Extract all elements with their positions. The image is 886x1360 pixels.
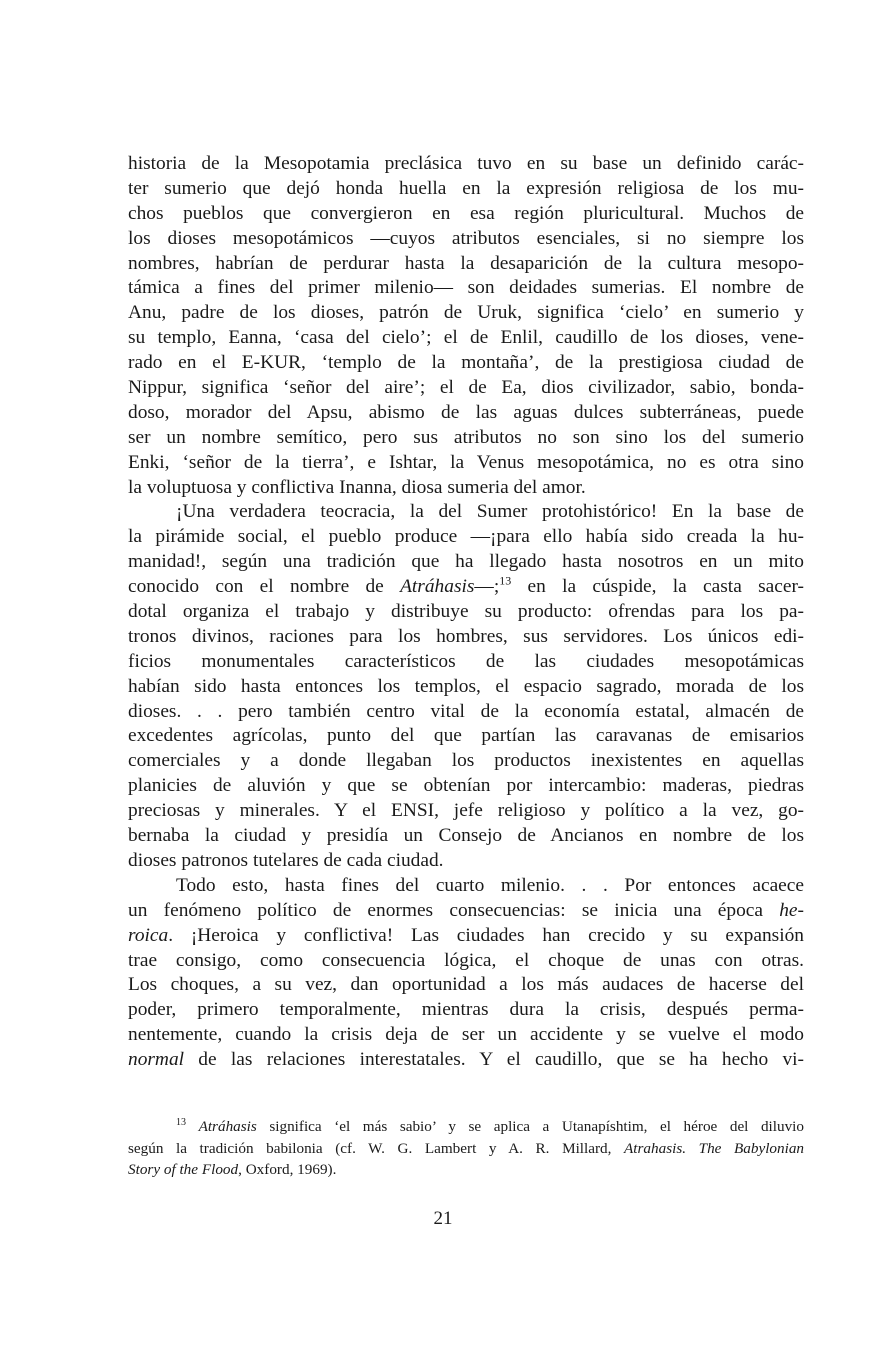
text-run: según la tradición babilonia (cf. W. G. Lambert y A. R. Millard, — [128, 1139, 625, 1157]
text-line: trae consigo, como consecuencia lógica, el choque de unas con otras. — [128, 949, 804, 971]
text-line: rado en el E-KUR, ‘templo de la montaña’, de la prestigiosa ciudad de — [128, 352, 804, 374]
text-line: nombres, habrían de perdurar hasta la desaparición de la cultura mesopo- — [128, 252, 804, 274]
text-line: la voluptuosa y conflictiva Inanna, diosa sumeria del amor. — [128, 476, 586, 498]
text-line: comerciales y a donde llegaban los productos inexistentes en aquellas — [128, 750, 804, 772]
text-line — [128, 899, 804, 924]
text-line: ser un nombre semítico, pero sus atributos no son sino los del sumerio — [128, 426, 804, 448]
text-line: dioses patronos tutelares de cada ciudad. — [128, 849, 444, 871]
title-italic: Atráhasis — [400, 576, 475, 598]
main-text — [128, 152, 804, 1073]
text-line: tronos divinos, raciones para los hombres, sus servidores. Los únicos edi- — [128, 625, 804, 647]
footnote-line — [128, 1116, 804, 1138]
text-line: preciosas y minerales. Y el ENSI, jefe religioso y político a la vez, go- — [128, 800, 804, 822]
text-line: ter sumerio que dejó honda huella en la expresión religiosa de los mu- — [128, 177, 804, 199]
text-line — [128, 1048, 804, 1073]
text-run: en la cúspide, la casta sacer- — [511, 576, 804, 598]
text-line: bernaba la ciudad y presidía un Consejo de Ancianos en nombre de los — [128, 825, 804, 847]
footnote-mark: 13 — [176, 1116, 186, 1128]
text-line: chos pueblos que convergieron en esa región pluricultural. Muchos de — [128, 202, 804, 224]
text-run: . ¡Heroica y conflictiva! Las ciudades han crecido y su expansión — [168, 924, 804, 946]
text-run: , Oxford, 1969). — [238, 1161, 337, 1178]
title-italic: Atrahasis. The Babylonian — [624, 1139, 804, 1157]
emphasis-italic: normal — [128, 1049, 185, 1071]
text-run: —; — [474, 576, 500, 598]
title-italic: Story of the Flood — [128, 1161, 239, 1178]
text-line — [128, 924, 804, 949]
text-run: un fenómeno político de enormes consecuencias: se inicia una época — [128, 899, 780, 921]
text-line: dotal organiza el trabajo y distribuye su producto: ofrendas para los pa- — [128, 601, 804, 623]
footnote-reference[interactable]: 13 — [499, 575, 512, 588]
text-line: ficios monumentales característicos de las ciudades mesopotámicas — [128, 650, 804, 672]
text-line: poder, primero temporalmente, mientras dura la crisis, después perma- — [128, 999, 804, 1021]
text-run: conocido con el nombre de — [128, 576, 401, 598]
text-line: Enki, ‘señor de la tierra’, e Ishtar, la Venus mesopotámica, no es otra sino — [128, 451, 804, 473]
text-line: planicies de aluvión y que se obtenían por intercambio: maderas, piedras — [128, 775, 804, 797]
text-line: manidad!, según una tradición que ha llegado hasta nosotros en un mito — [128, 551, 804, 573]
title-italic: Atráhasis — [198, 1118, 257, 1135]
text-line — [128, 575, 804, 600]
footnote-line — [128, 1138, 804, 1160]
footnote — [128, 1116, 804, 1181]
text-line: Los choques, a su vez, dan oportunidad a los más audaces de hacerse del — [128, 974, 804, 996]
text-line: habían sido hasta entonces los templos, el espacio sagrado, morada de los — [128, 675, 804, 697]
page-number: 21 — [433, 1208, 453, 1229]
text-line: historia de la Mesopotamia preclásica tuvo en su base un definido carác- — [128, 153, 804, 174]
text-line: nentemente, cuando la crisis deja de ser un accidente y se vuelve el modo — [128, 1024, 804, 1046]
text-line: los dioses mesopotámicos —cuyos atributos esenciales, si no siempre los — [128, 227, 804, 249]
emphasis-italic: he- — [779, 899, 804, 921]
text-line: támica a fines del primer milenio— son deidades sumerias. El nombre de — [128, 277, 804, 299]
text-line: Nippur, significa ‘señor del aire’; el de Ea, dios civilizador, sabio, bonda- — [128, 377, 804, 399]
text-line: su templo, Eanna, ‘casa del cielo’; el de Enlil, caudillo de los dioses, vene- — [128, 327, 804, 349]
text-run: de las relaciones interestatales. Y el caudillo, que se ha hecho vi- — [184, 1049, 804, 1071]
text-run: significa ‘el más sabio’ y se aplica a Utanapíshtim, el héroe del diluvio — [256, 1118, 804, 1135]
text-line: dioses. . . pero también centro vital de la economía estatal, almacén de — [128, 700, 804, 722]
emphasis-italic: roica — [128, 924, 169, 946]
text-line: Anu, padre de los dioses, patrón de Uruk, significa ‘cielo’ en sumerio y — [128, 302, 804, 324]
text-line: Todo esto, hasta fines del cuarto milenio. . . Por entonces acaece — [176, 874, 804, 896]
text-line: ¡Una verdadera teocracia, la del Sumer protohistórico! En la base de — [176, 501, 804, 523]
footnote-line — [128, 1159, 804, 1181]
text-line: la pirámide social, el pueblo produce —¡para ello había sido creada la hu- — [128, 526, 804, 548]
text-line: excedentes agrícolas, punto del que partían las caravanas de emisarios — [128, 725, 804, 747]
text-line: doso, morador del Apsu, abismo de las aguas dulces subterráneas, puede — [128, 401, 804, 423]
